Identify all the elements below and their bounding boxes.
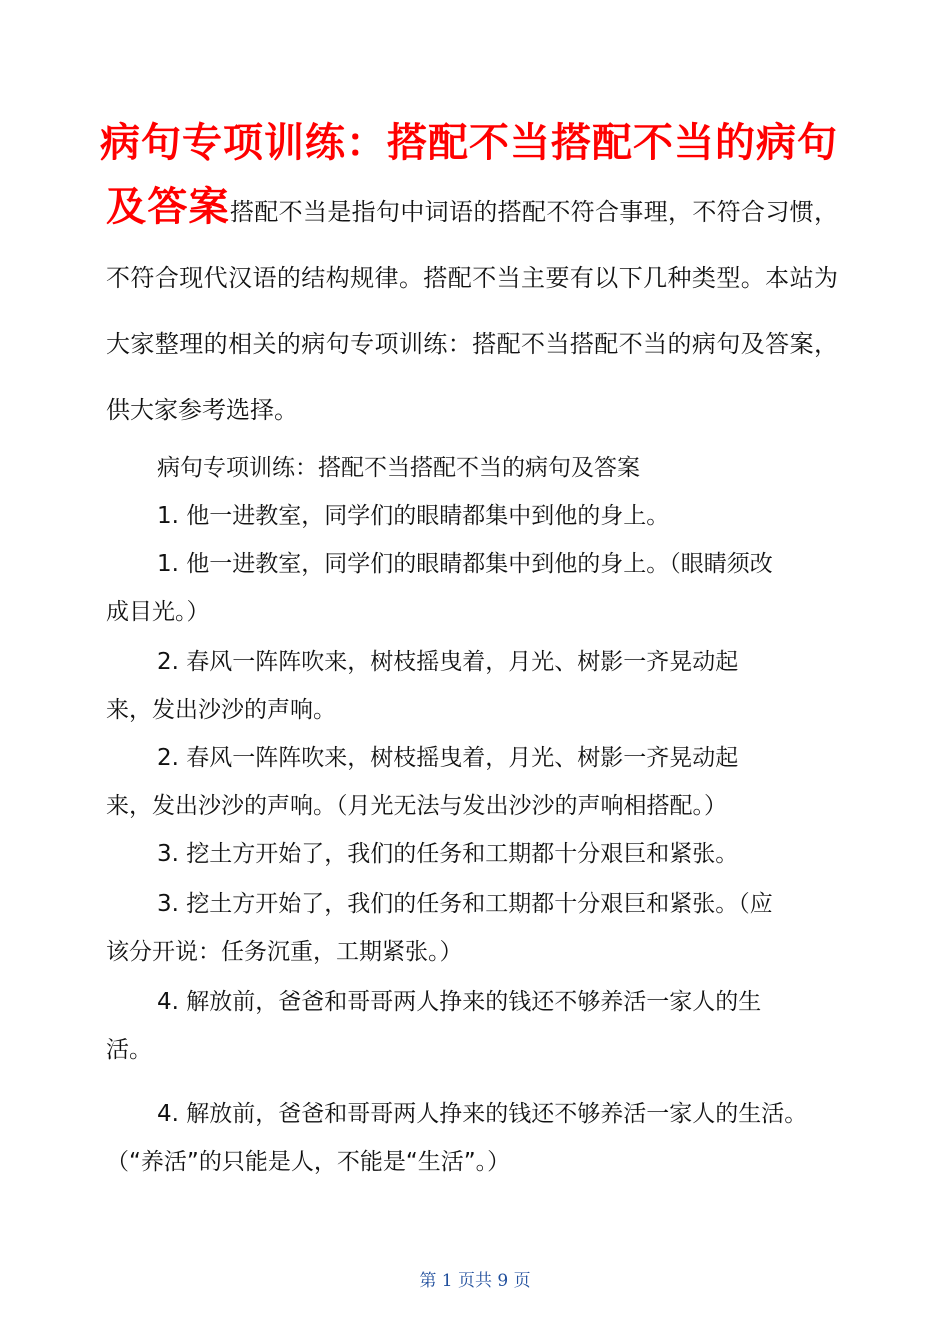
paragraph-2-answer: 2. 春风一阵阵吹来，树枝摇曳着，月光、树影一齐晃动起 来，发出沙沙的声响。（月光无法与发出沙沙的声响相搭配。） [106,745,739,819]
intro-block [100,112,838,443]
paragraph-4-answer: 4. 解放前，爸爸和哥哥两人挣来的钱还不够养活一家人的生活。 （“养活”的只能是人，不能是“生活”。） [106,1101,808,1175]
paragraph-3: 3. 挖土方开始了，我们的任务和工期都十分艰巨和紧张。 [157,841,739,867]
paragraph-4: 4. 解放前，爸爸和哥哥两人挣来的钱还不够养活一家人的生 活。 [106,989,762,1063]
intro-text: 搭配不当是指句中词语的搭配不符合事理，不符合习惯，不符合现代汉语的结构规律。搭配不当主要有以下几种类型。本站为大家整理的相关的病句专项训练：搭配不当搭配不当的病句及答案，供大家参考选择。 [106,198,838,424]
title-line-1: 病句专项训练：搭配不当搭配不当的病句 [100,120,838,166]
page-number: 第 1 页共 9 页 [419,1271,531,1291]
title-line-2: 及答案 [106,184,230,230]
paragraph-2: 2. 春风一阵阵吹来，树枝摇曳着，月光、树影一齐晃动起 来，发出沙沙的声响。 [106,649,739,723]
paragraph-1-answer: 1. 他一进教室，同学们的眼睛都集中到他的身上。（眼睛须改 成目光。） [106,551,773,625]
paragraph-3-answer: 3. 挖土方开始了，我们的任务和工期都十分艰巨和紧张。（应 该分开说：任务沉重，工期紧张。） [106,891,773,965]
section-heading: 病句专项训练：搭配不当搭配不当的病句及答案 [157,455,640,481]
paragraph-1: 1. 他一进教室，同学们的眼睛都集中到他的身上。 [157,503,670,529]
